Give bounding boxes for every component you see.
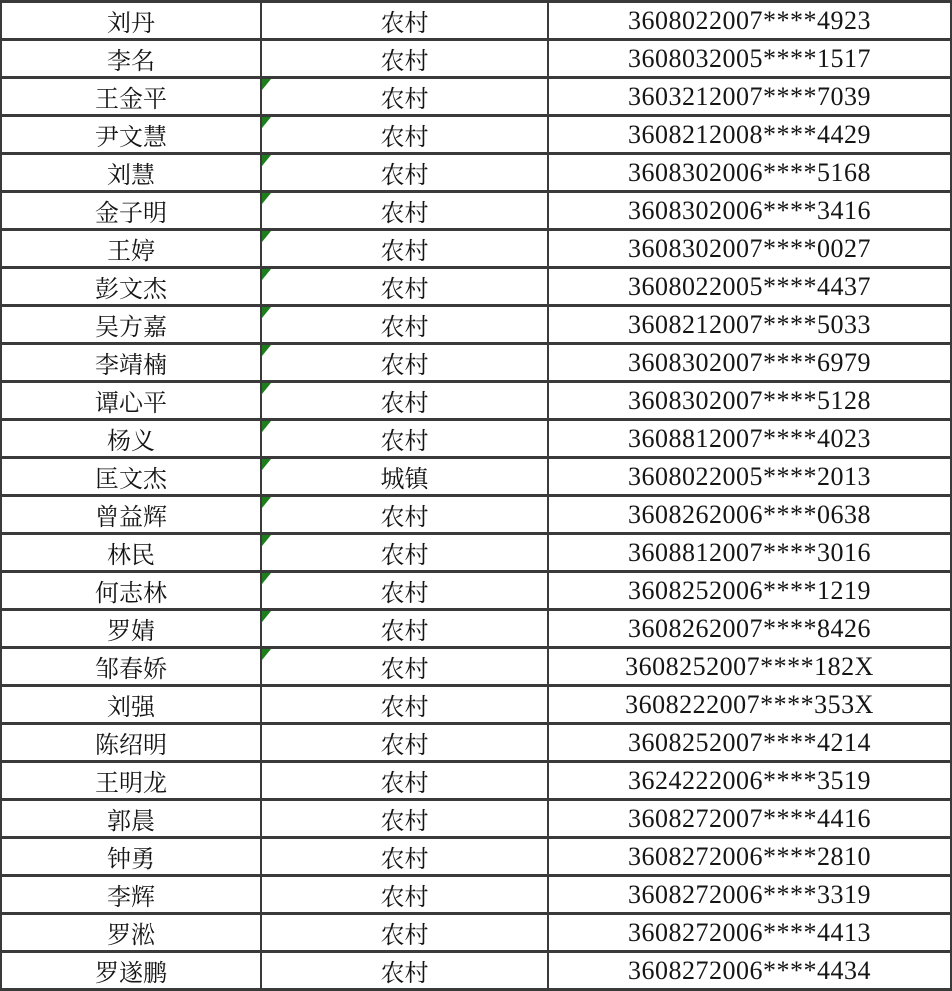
residence-text: 农村 (380, 657, 429, 683)
residence-text: 农村 (380, 315, 429, 341)
residence-cell[interactable] (261, 686, 548, 724)
table-row (1, 116, 951, 154)
residence-text: 农村 (380, 923, 429, 949)
residence-cell[interactable] (261, 458, 548, 496)
table-row (1, 344, 951, 382)
residence-cell[interactable] (261, 648, 548, 686)
table-row (1, 230, 951, 268)
name-cell[interactable] (1, 686, 261, 724)
name-text: 王明龙 (95, 771, 167, 797)
name-text: 林民 (107, 543, 155, 569)
table-row (1, 154, 951, 192)
name-text: 刘强 (107, 695, 155, 721)
residence-cell[interactable] (261, 914, 548, 952)
residence-cell[interactable] (261, 952, 548, 990)
id-number-cell[interactable] (548, 724, 951, 762)
table-row (1, 2, 951, 40)
residence-text: 农村 (380, 543, 429, 569)
id-number-cell[interactable] (548, 268, 951, 306)
name-cell[interactable] (1, 154, 261, 192)
residence-cell[interactable] (261, 876, 548, 914)
name-cell[interactable] (1, 534, 261, 572)
residence-text: 农村 (380, 201, 429, 227)
residence-text: 农村 (380, 277, 429, 303)
table-row (1, 572, 951, 610)
residence-cell[interactable] (261, 534, 548, 572)
id-number-cell[interactable] (548, 116, 951, 154)
table-row (1, 648, 951, 686)
residence-text: 城镇 (380, 467, 429, 493)
id-number-cell[interactable] (548, 610, 951, 648)
residence-cell[interactable] (261, 116, 548, 154)
residence-cell[interactable] (261, 154, 548, 192)
id-number-text: 3608302006****3416 (628, 195, 871, 225)
name-cell[interactable] (1, 2, 261, 40)
name-text: 罗婧 (107, 619, 155, 645)
id-number-cell[interactable] (548, 838, 951, 876)
id-number-text: 3603212007****7039 (628, 81, 871, 111)
id-number-cell[interactable] (548, 344, 951, 382)
residence-text: 农村 (380, 125, 429, 151)
name-cell[interactable] (1, 78, 261, 116)
table-row (1, 78, 951, 116)
id-number-text: 3608272006****2810 (628, 841, 871, 871)
id-number-cell[interactable] (548, 534, 951, 572)
table-row (1, 192, 951, 230)
id-number-text: 3608302007****6979 (628, 347, 871, 377)
name-cell[interactable] (1, 610, 261, 648)
table-body (1, 2, 951, 990)
id-number-cell[interactable] (548, 572, 951, 610)
residence-text: 农村 (380, 619, 429, 645)
residence-text: 农村 (380, 391, 429, 417)
table-row (1, 40, 951, 78)
residence-text: 农村 (380, 809, 429, 835)
name-cell[interactable] (1, 344, 261, 382)
name-text: 李辉 (107, 885, 155, 911)
name-cell[interactable] (1, 572, 261, 610)
name-text: 刘慧 (107, 163, 155, 189)
name-text: 钟勇 (107, 847, 155, 873)
table-row (1, 420, 951, 458)
table-row (1, 914, 951, 952)
id-number-text: 3608302007****5128 (628, 385, 871, 415)
residence-cell[interactable] (261, 344, 548, 382)
residence-text: 农村 (380, 429, 429, 455)
id-number-text: 3608262006****0638 (628, 499, 871, 529)
cell-error-flag-icon (262, 193, 271, 204)
id-number-text: 3608212007****5033 (628, 309, 871, 339)
name-cell[interactable] (1, 838, 261, 876)
name-cell[interactable] (1, 496, 261, 534)
cell-error-flag-icon (262, 307, 271, 318)
id-number-text: 3608252007****4214 (628, 727, 871, 757)
residence-cell[interactable] (261, 762, 548, 800)
cell-error-flag-icon (262, 573, 271, 584)
residence-text: 农村 (380, 87, 429, 113)
id-number-cell[interactable] (548, 2, 951, 40)
id-number-cell[interactable] (548, 496, 951, 534)
table-row (1, 724, 951, 762)
name-cell[interactable] (1, 306, 261, 344)
id-number-cell[interactable] (548, 800, 951, 838)
name-text: 曾益辉 (95, 505, 167, 531)
name-text: 尹文慧 (95, 125, 167, 151)
id-number-cell[interactable] (548, 876, 951, 914)
cell-error-flag-icon (262, 117, 271, 128)
table-row (1, 268, 951, 306)
name-cell[interactable] (1, 800, 261, 838)
id-number-cell[interactable] (548, 230, 951, 268)
id-number-cell[interactable] (548, 192, 951, 230)
name-cell[interactable] (1, 952, 261, 990)
table-row (1, 952, 951, 990)
residence-cell[interactable] (261, 838, 548, 876)
name-text: 李名 (107, 49, 155, 75)
id-number-cell[interactable] (548, 306, 951, 344)
id-number-text: 3608302007****0027 (628, 233, 871, 263)
id-number-text: 3608212008****4429 (628, 119, 871, 149)
table-row (1, 382, 951, 420)
name-cell[interactable] (1, 382, 261, 420)
cell-error-flag-icon (262, 535, 271, 546)
name-text: 吴方嘉 (95, 315, 167, 341)
name-cell[interactable] (1, 648, 261, 686)
id-number-text: 3608302006****5168 (628, 157, 871, 187)
residence-cell[interactable] (261, 2, 548, 40)
name-text: 邹春娇 (95, 657, 167, 683)
name-text: 郭晨 (107, 809, 155, 835)
name-cell[interactable] (1, 116, 261, 154)
cell-error-flag-icon (262, 649, 271, 660)
residence-cell[interactable] (261, 192, 548, 230)
id-number-cell[interactable] (548, 154, 951, 192)
table-row (1, 876, 951, 914)
id-number-text: 3608022005****2013 (628, 461, 871, 491)
cell-error-flag-icon (262, 345, 271, 356)
cell-error-flag-icon (262, 155, 271, 166)
name-text: 何志林 (95, 581, 167, 607)
name-cell[interactable] (1, 192, 261, 230)
residence-cell[interactable] (261, 382, 548, 420)
table-row (1, 306, 951, 344)
id-number-cell[interactable] (548, 648, 951, 686)
name-cell[interactable] (1, 40, 261, 78)
name-cell[interactable] (1, 268, 261, 306)
id-number-text: 3624222006****3519 (628, 765, 871, 795)
name-text: 陈绍明 (95, 733, 167, 759)
id-number-text: 3608262007****8426 (628, 613, 871, 643)
id-number-cell[interactable] (548, 78, 951, 116)
cell-error-flag-icon (262, 269, 271, 280)
name-text: 彭文杰 (95, 277, 167, 303)
id-number-cell[interactable] (548, 40, 951, 78)
name-text: 罗淞 (107, 923, 155, 949)
name-text: 杨义 (107, 429, 155, 455)
name-text: 谭心平 (95, 391, 167, 417)
id-number-text: 3608252006****1219 (628, 575, 871, 605)
name-cell[interactable] (1, 420, 261, 458)
residence-cell[interactable] (261, 610, 548, 648)
residence-text: 农村 (380, 11, 429, 37)
id-number-text: 3608032005****1517 (628, 43, 871, 73)
table-row (1, 838, 951, 876)
residence-text: 农村 (380, 733, 429, 759)
id-number-text: 3608252007****182X (625, 651, 874, 681)
id-number-cell[interactable] (548, 420, 951, 458)
residence-text: 农村 (380, 581, 429, 607)
cell-error-flag-icon (262, 421, 271, 432)
residence-text: 农村 (380, 505, 429, 531)
residence-text: 农村 (380, 885, 429, 911)
id-number-text: 3608812007****3016 (628, 537, 871, 567)
table-row (1, 800, 951, 838)
id-number-text: 3608022005****4437 (628, 271, 871, 301)
residence-cell[interactable] (261, 496, 548, 534)
id-number-text: 3608272006****4434 (628, 955, 871, 985)
name-cell[interactable] (1, 762, 261, 800)
table-row (1, 610, 951, 648)
residence-text: 农村 (380, 695, 429, 721)
table-row (1, 458, 951, 496)
residence-cell[interactable] (261, 724, 548, 762)
name-text: 王婷 (107, 239, 155, 265)
residence-cell[interactable] (261, 230, 548, 268)
id-number-cell[interactable] (548, 952, 951, 990)
cell-error-flag-icon (262, 231, 271, 242)
name-cell[interactable] (1, 230, 261, 268)
cell-error-flag-icon (262, 611, 271, 622)
table-row (1, 496, 951, 534)
residence-text: 农村 (380, 771, 429, 797)
residence-text: 农村 (380, 961, 429, 987)
id-number-text: 3608222007****353X (625, 689, 874, 719)
id-number-text: 3608022007****4923 (628, 5, 871, 35)
residence-text: 农村 (380, 163, 429, 189)
residence-text: 农村 (380, 353, 429, 379)
residence-text: 农村 (380, 847, 429, 873)
name-text: 罗遂鹏 (95, 961, 167, 987)
name-text: 金子明 (95, 201, 167, 227)
name-cell[interactable] (1, 458, 261, 496)
name-text: 王金平 (95, 87, 167, 113)
residence-cell[interactable] (261, 40, 548, 78)
table-row (1, 686, 951, 724)
residence-cell[interactable] (261, 572, 548, 610)
residence-cell[interactable] (261, 420, 548, 458)
cell-error-flag-icon (262, 79, 271, 90)
residence-cell[interactable] (261, 78, 548, 116)
id-number-text: 3608272006****3319 (628, 879, 871, 909)
cell-error-flag-icon (262, 383, 271, 394)
table-row (1, 534, 951, 572)
id-number-cell[interactable] (548, 914, 951, 952)
id-number-cell[interactable] (548, 762, 951, 800)
name-text: 刘丹 (107, 11, 155, 37)
id-number-cell[interactable] (548, 382, 951, 420)
id-number-text: 3608272006****4413 (628, 917, 871, 947)
cell-error-flag-icon (262, 497, 271, 508)
residence-text: 农村 (380, 239, 429, 265)
residence-text: 农村 (380, 49, 429, 75)
name-cell[interactable] (1, 724, 261, 762)
table-row (1, 762, 951, 800)
name-text: 匡文杰 (95, 467, 167, 493)
name-cell[interactable] (1, 914, 261, 952)
name-text: 李靖楠 (95, 353, 167, 379)
residence-cell[interactable] (261, 268, 548, 306)
residence-cell[interactable] (261, 306, 548, 344)
id-number-text: 3608812007****4023 (628, 423, 871, 453)
id-number-text: 3608272007****4416 (628, 803, 871, 833)
residence-cell[interactable] (261, 800, 548, 838)
id-number-cell[interactable] (548, 458, 951, 496)
cell-error-flag-icon (262, 459, 271, 470)
name-cell[interactable] (1, 876, 261, 914)
id-number-cell[interactable] (548, 686, 951, 724)
